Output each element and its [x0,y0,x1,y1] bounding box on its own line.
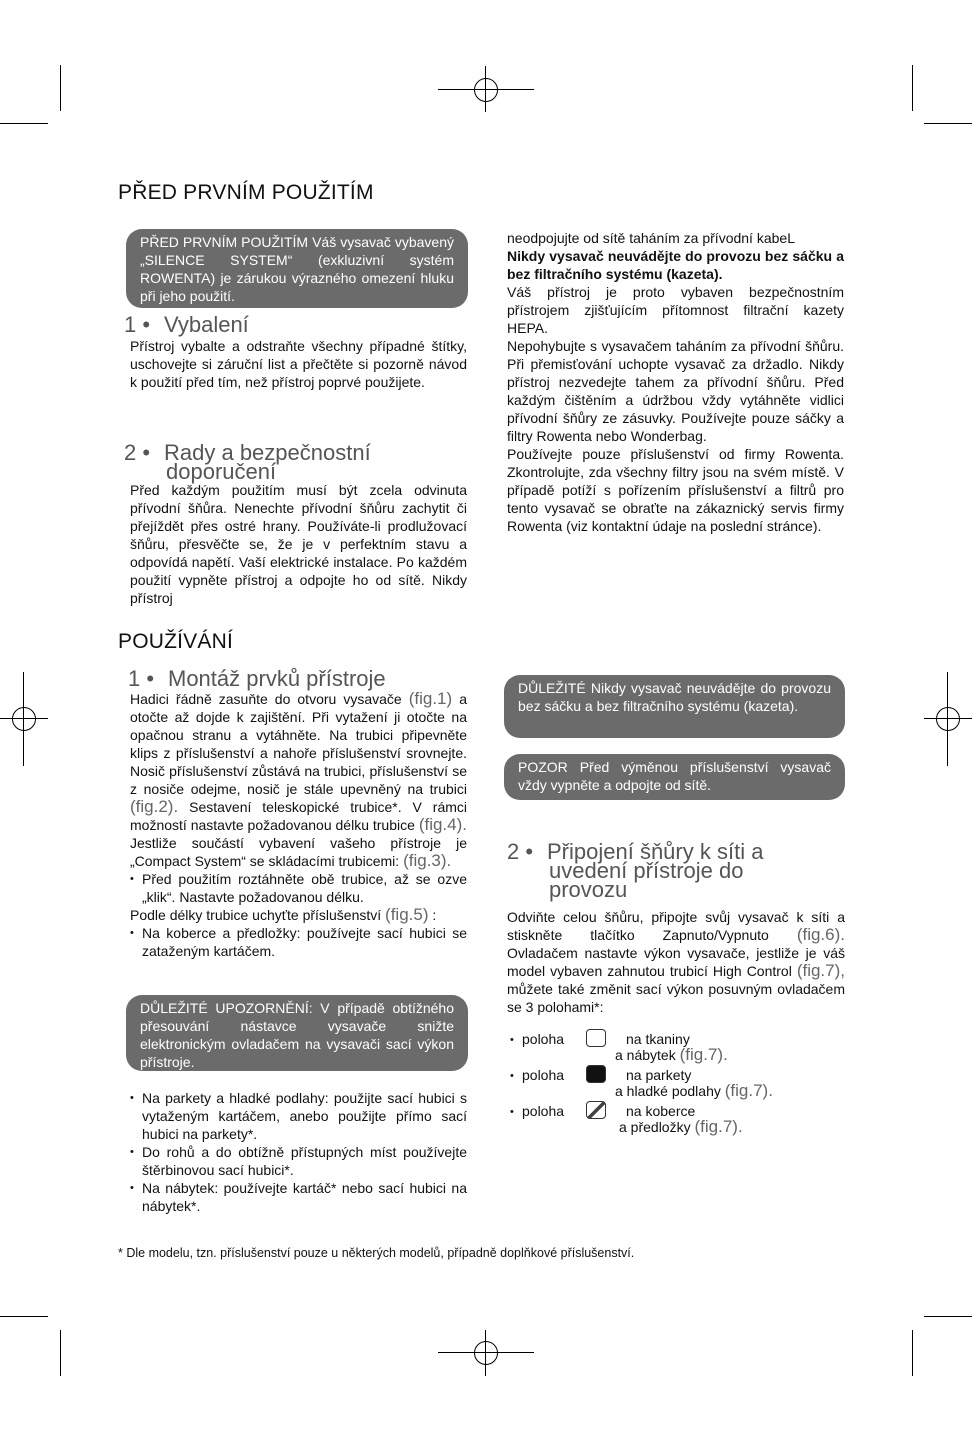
fig-ref: (fig.7). [694,1117,743,1136]
list-item: • Do rohů a do obtížně přístupných míst používejte štěrbinovou sací hubici*. [130,1143,467,1179]
heading-assembly [128,666,386,691]
position-label: • poloha [510,1103,564,1119]
fig-ref: (fig.2). [130,797,179,816]
position-desc: a hladké podlahy [615,1083,725,1099]
registration-line [438,1352,534,1353]
registration-line [485,66,486,112]
position-label: • poloha [510,1031,564,1047]
armchair-icon [586,1029,606,1047]
list-item: • Před použitím roztáhněte obě trubice, až se ozve „klik“. Nastavte požadovanou délku. [130,870,467,906]
crop-mark [924,123,972,124]
paragraph-unpacking: Přístroj vybalte a odstraňte všechny případné štítky, uschovejte si záruční list a přečtěte si pozorně návod k použití před tím, než přístroj poprvé použijete. [130,338,467,390]
registration-mark [474,1341,498,1365]
text: a otočte až dojde k zajištění. Při vytažení ji otočte na opačnou stranu a vytáhněte. Na trubici připevněte klips z příslušenství a nahoře příslušenství srovnejte. Nosič příslušenství zůstává na trubici, příslušenství se z nosiče odejme, nosič je stále upevněný na trubici [130,691,467,797]
heading-text: Vybalení [164,312,249,337]
crop-mark [912,1330,913,1376]
position-desc: na koberce [626,1103,696,1119]
intro-box: PŘED PRVNÍM POUŽITÍM Váš vysavač vybavený „SILENCE SYSTEM“ (exkluzivní systém ROWENTA) je zárukou výrazného omezení hluku při jeho použití. [126,229,468,308]
heading-unpacking [124,312,249,337]
caution-box: POZOR Před výměnou příslušenství vysavač vždy vypněte a odpojte od sítě. [504,754,845,800]
paragraph: Váš přístroj je proto vybaven bezpečnostním přístrojem zjišťujícím přítomnost filtrační kazety HEPA. [507,284,844,336]
position-desc: na tkaniny [626,1031,690,1047]
text: Ovladačem nastavte výkon vysavače, jestliže je váš model vybaven zahnutou trubicí High Control [507,945,845,979]
position-desc: a nábytek [615,1047,680,1063]
fig-ref: (fig.7). [679,1045,728,1064]
text: můžete také změnit sací výkon posuvným ovladačem se 3 polohami*: [507,981,845,1015]
text: : [428,907,437,923]
parquet-icon [586,1065,606,1083]
registration-mark [474,78,498,102]
crop-mark [60,65,61,111]
heading-number: 2 • [507,839,534,864]
position-list [510,1030,850,1138]
registration-mark [12,707,36,731]
position-desc: na parkety [626,1067,692,1083]
heading-text: uvedení přístroje do [549,858,744,883]
crop-mark [912,65,913,111]
text: Hadici řádně zasuňte do otvoru vysavače [130,691,409,707]
crop-mark [60,1330,61,1376]
heading-text: Montáž prvků přístroje [168,666,386,691]
position-item [510,1066,850,1102]
fig-ref: (fig.4). [418,815,467,834]
registration-line [924,718,972,719]
usage-list [130,1089,467,1215]
position-desc: a předložky [619,1119,695,1135]
registration-line [947,672,948,766]
registration-line [485,1330,486,1376]
position-item [510,1030,850,1066]
assembly-text [130,690,467,960]
crop-mark [0,123,48,124]
heading-number: 2 • [124,440,151,465]
fig-ref: (fig.7). [724,1081,773,1100]
text: Odviňte celou šňůru, připojte svůj vysavač k síti a stiskněte tlačítko Zapnuto/Vypnuto [507,909,845,943]
paragraph: neodpojujte od sítě taháním za přívodní kabeL [507,230,795,246]
safety-continued [507,229,844,535]
heading-text: Rady a bezpečnostní [164,440,371,465]
crop-mark [0,1316,48,1317]
text: Sestavení teleskopické trubice*. V rámci možností nastavte požadovanou délku trubice [130,799,467,833]
fig-ref: (fig.7), [796,961,845,980]
paragraph-safety: Před každým použitím musí být zcela odvinuta přívodní šňůra. Nenechte přívodní šňůru zachytit či přejíždět přes ostré hrany. Používáte-li prodlužovací šňůru, přesvěčte se, že je v perfektním stavu a odpovídá napětí. Vaší elektrické instalace. Po každém použití vypněte přístroj a odpojte ho od sítě. Nikdy přístroj [130,482,467,606]
heading-connection [507,839,764,902]
heading-text: Připojení šňůry k síti a [547,839,764,864]
position-item [510,1102,850,1138]
fig-ref: (fig.5) [385,905,429,924]
text: Podle délky trubice uchyťte příslušenství [130,907,386,923]
paragraph: Nepohybujte s vysavačem taháním za přívodní šňůru. Při přemisťování uchopte vysavač za držadlo. Nikdy přístroj nezvedejte tahem za přívodní šňůru. Před každým čištěním a údržbou vždy vytáhněte vidlici přívodní šňůry ze zásuvky. Používejte pouze sáčky a filtry Rowenta nebo Wonderbag. [507,338,844,444]
fig-ref: (fig.6). [796,925,845,944]
warning-box: DŮLEŽITÉ UPOZORNĚNÍ: V případě obtížného přesouvání nástavce vysavače snižte elektronickým ovladačem na vysavači sací výkon přístroje. [126,995,468,1071]
list-item: • Na parkety a hladké podlahy: použijte sací hubici s vytaženým kartáčem, anebo použijte přímo sací hubici na parkety*. [130,1089,467,1143]
important-box: DŮLEŽITÉ Nikdy vysavač neuvádějte do provozu bez sáčku a bez filtračního systému (kazeta). [504,675,845,738]
registration-line [438,89,534,90]
fig-ref: (fig.3). [403,851,452,870]
position-label: • poloha [510,1067,564,1083]
bold-warning: Nikdy vysavač neuvádějte do provozu bez sáčku a bez filtračního systému (kazeta). [507,248,844,282]
paragraph: Používejte pouze příslušenství od firmy Rowenta. Zkontrolujte, zda všechny filtry jsou na svém místě. V případě potíží s pořízením příslušenství a filtrů pro tento vysavač se obraťte na zákaznický servis firmy Rowenta (viz kontaktní údaje na poslední stránce). [507,446,844,534]
list-item: • Na koberce a předložky: používejte sací hubici se zataženým kartáčem. [130,924,467,960]
carpet-icon [586,1101,606,1119]
registration-line [0,718,48,719]
registration-mark [936,707,960,731]
heading-text: doporučení [166,459,277,484]
registration-line [23,672,24,766]
connection-text [507,908,845,1016]
section-title-usage: POUŽÍVÁNÍ [118,630,233,653]
heading-safety [124,440,371,484]
fig-ref: (fig.1) [408,689,453,708]
list-item: • Na nábytek: používejte kartáč* nebo sací hubici na nábytek*. [130,1179,467,1215]
heading-text: provozu [549,877,628,902]
heading-number: 1 • [128,666,155,691]
crop-mark [924,1316,972,1317]
section-title-before-first-use: PŘED PRVNÍM POUŽITÍM [118,181,374,204]
text: Jestliže součástí vybavení vašeho přístroje je „Compact System“ se skládacími trubicemi: [130,835,467,869]
footnote: * Dle modelu, tzn. příslušenství pouze u některých modelů, případně doplňkové příslušenství. [118,1246,635,1260]
heading-number: 1 • [124,312,151,337]
